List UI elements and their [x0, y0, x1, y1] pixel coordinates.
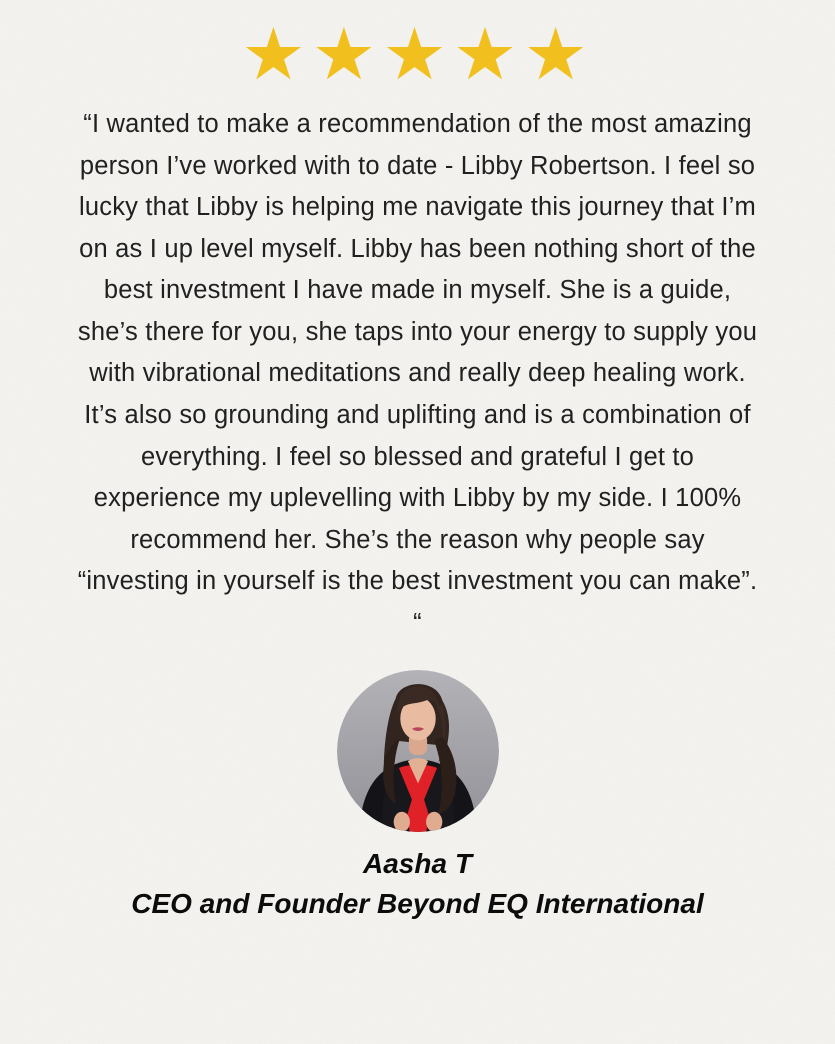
author-block — [131, 844, 703, 922]
avatar-portrait-illustration — [337, 670, 499, 832]
star-rating: ★★★★★ — [241, 15, 594, 95]
avatar — [337, 670, 499, 832]
author-name: Aasha T — [363, 848, 472, 880]
author-title: CEO and Founder Beyond EQ International — [131, 887, 704, 919]
testimonial-quote: “I wanted to make a recommendation of the most amazing person I’ve worked with to date - Libby Robertson. I feel so lucky that Libby is helping me navigate this journey that I’m on as I up level myself. Libby has been nothing short of the best investment I have made in myself. She is a guide, she’s there for you, she taps into your energy to supply you with vibrational meditations and really deep healing work. It’s also so grounding and uplifting and is a combination of everything. I feel so blessed and grateful I get to experience my uplevelling with Libby by my side. I 100% recommend her. She’s the reason why people say “investing in yourself is the best investment you can make”. “ — [77, 110, 758, 637]
